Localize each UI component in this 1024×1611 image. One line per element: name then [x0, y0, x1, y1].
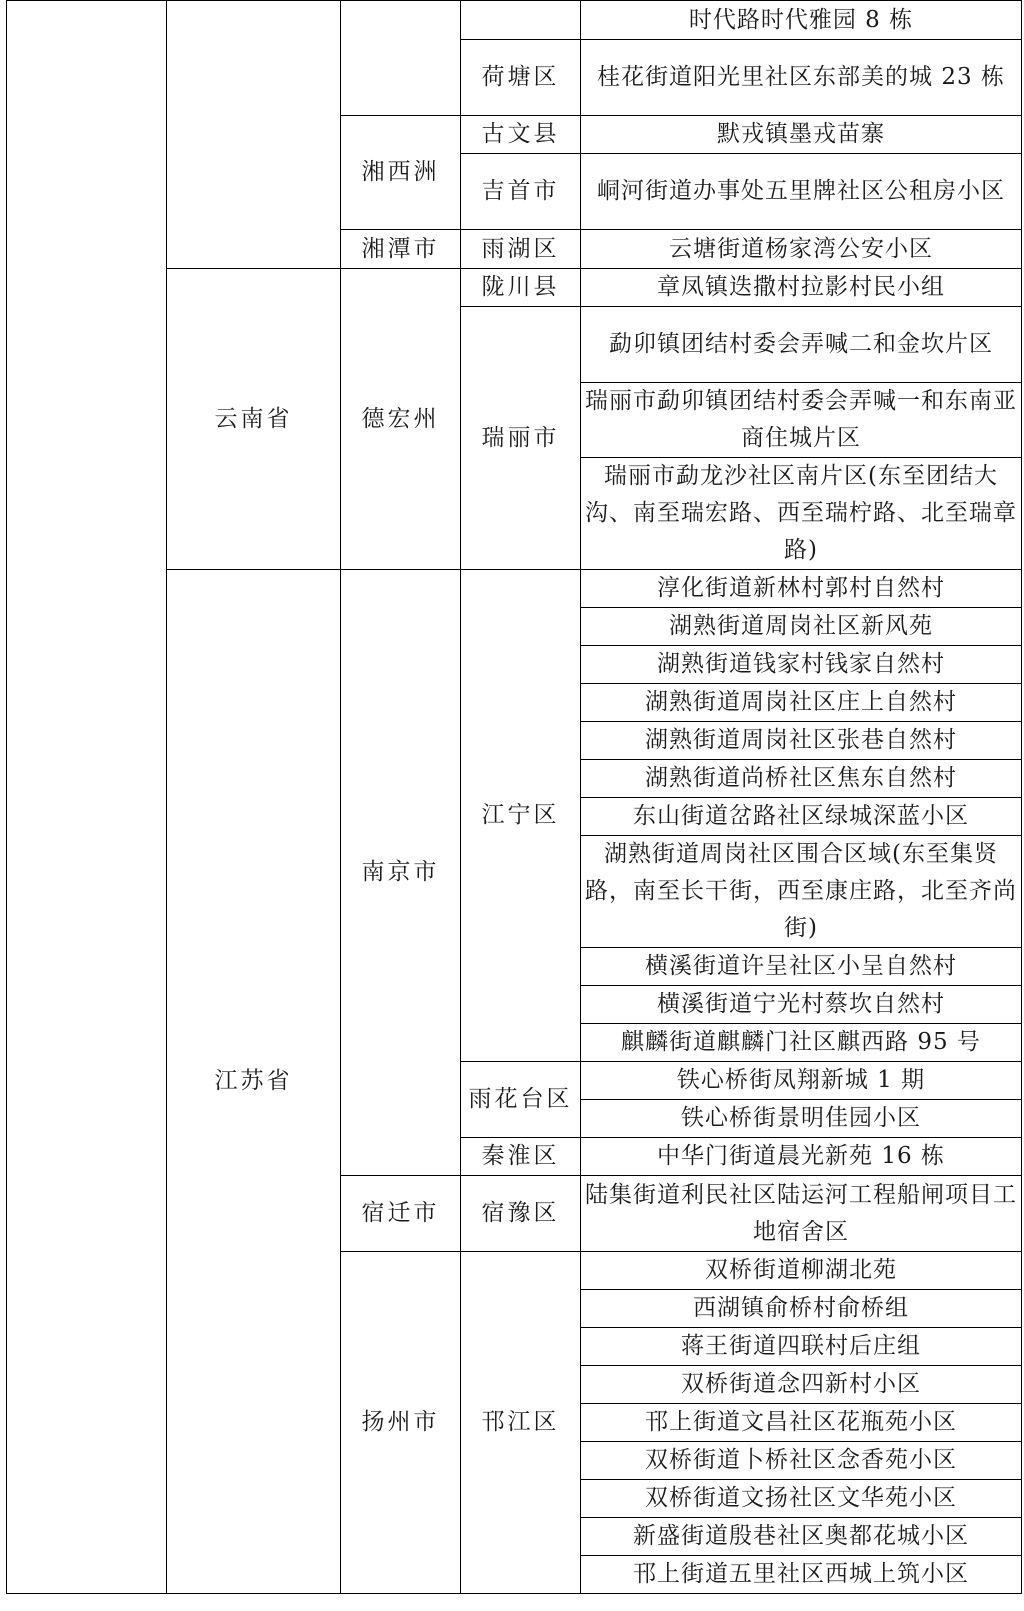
district-cell: 邗江区: [461, 1252, 581, 1594]
location-cell: 双桥街道卜桥社区念香苑小区: [581, 1442, 1022, 1480]
location-cell: 邗上街道文昌社区花瓶苑小区: [581, 1404, 1022, 1442]
location-cell: 湖熟街道周岗社区庄上自然村: [581, 684, 1022, 722]
location-cell: 西湖镇俞桥村俞桥组: [581, 1290, 1022, 1328]
city-cell: 扬州市: [341, 1252, 461, 1594]
city-cell: 湘潭市: [341, 230, 461, 269]
location-cell: 新盛街道殷巷社区奥都花城小区: [581, 1518, 1022, 1556]
district-cell: 宿豫区: [461, 1176, 581, 1252]
location-cell: 云塘街道杨家湾公安小区: [581, 230, 1022, 269]
location-cell: 时代路时代雅园 8 栋: [581, 1, 1022, 40]
location-cell: 横溪街道宁光村蔡坎自然村: [581, 986, 1022, 1024]
location-cell: 湖熟街道周岗社区围合区域(东至集贤路，南至长干街，西至康庄路，北至齐尚街): [581, 836, 1022, 948]
location-cell: 峒河街道办事处五里牌社区公租房小区: [581, 154, 1022, 230]
location-cell: 默戎镇墨戎苗寨: [581, 116, 1022, 154]
location-cell: 铁心桥街景明佳园小区: [581, 1100, 1022, 1138]
location-cell: 陆集街道利民社区陆运河工程船闸项目工地宿舍区: [581, 1176, 1022, 1252]
location-cell: 东山街道岔路社区绿城深蓝小区: [581, 798, 1022, 836]
location-cell: 蒋王街道四联村后庄组: [581, 1328, 1022, 1366]
district-cell: 瑞丽市: [461, 307, 581, 570]
province-cell: 江苏省: [167, 570, 341, 1594]
location-cell: 淳化街道新林村郭村自然村: [581, 570, 1022, 608]
location-cell: 铁心桥街凤翔新城 1 期: [581, 1062, 1022, 1100]
location-cell: 中华门街道晨光新苑 16 栋: [581, 1138, 1022, 1176]
district-cell: 陇川县: [461, 269, 581, 307]
district-cell: 古文县: [461, 116, 581, 154]
district-cell: 吉首市: [461, 154, 581, 230]
location-cell: 瑞丽市勐龙沙社区南片区(东至团结大沟、南至瑞宏路、西至瑞柠路、北至瑞章路): [581, 458, 1022, 570]
district-cell: [461, 1, 581, 40]
province-cell: [167, 1, 341, 269]
city-cell: [341, 1, 461, 116]
location-cell: 双桥街道念四新村小区: [581, 1366, 1022, 1404]
city-cell: 宿迁市: [341, 1176, 461, 1252]
location-cell: 双桥街道文扬社区文华苑小区: [581, 1480, 1022, 1518]
city-cell: 德宏州: [341, 269, 461, 570]
table-row: [7, 1, 1022, 40]
location-cell: 横溪街道许呈社区小呈自然村: [581, 948, 1022, 986]
district-cell: 秦淮区: [461, 1138, 581, 1176]
location-cell: 桂花街道阳光里社区东部美的城 23 栋: [581, 40, 1022, 116]
city-cell: 湘西洲: [341, 116, 461, 230]
location-cell: 章凤镇迭撒村拉影村民小组: [581, 269, 1022, 307]
location-cell: 湖熟街道尚桥社区焦东自然村: [581, 760, 1022, 798]
location-cell: 双桥街道柳湖北苑: [581, 1252, 1022, 1290]
district-cell: 江宁区: [461, 570, 581, 1062]
col0-cell: [7, 1, 167, 1594]
district-cell: 雨花台区: [461, 1062, 581, 1138]
district-cell: 荷塘区: [461, 40, 581, 116]
province-cell: 云南省: [167, 269, 341, 570]
location-cell: 湖熟街道周岗社区张巷自然村: [581, 722, 1022, 760]
location-cell: 湖熟街道钱家村钱家自然村: [581, 646, 1022, 684]
location-cell: 湖熟街道周岗社区新风苑: [581, 608, 1022, 646]
location-cell: 邗上街道五里社区西城上筑小区: [581, 1556, 1022, 1594]
location-cell: 麒麟街道麒麟门社区麒西路 95 号: [581, 1024, 1022, 1062]
location-cell: 勐卯镇团结村委会弄喊二和金坎片区: [581, 307, 1022, 383]
district-cell: 雨湖区: [461, 230, 581, 269]
city-cell: 南京市: [341, 570, 461, 1176]
risk-area-table: [6, 0, 1022, 1594]
location-cell: 瑞丽市勐卯镇团结村委会弄喊一和东南亚商住城片区: [581, 383, 1022, 458]
